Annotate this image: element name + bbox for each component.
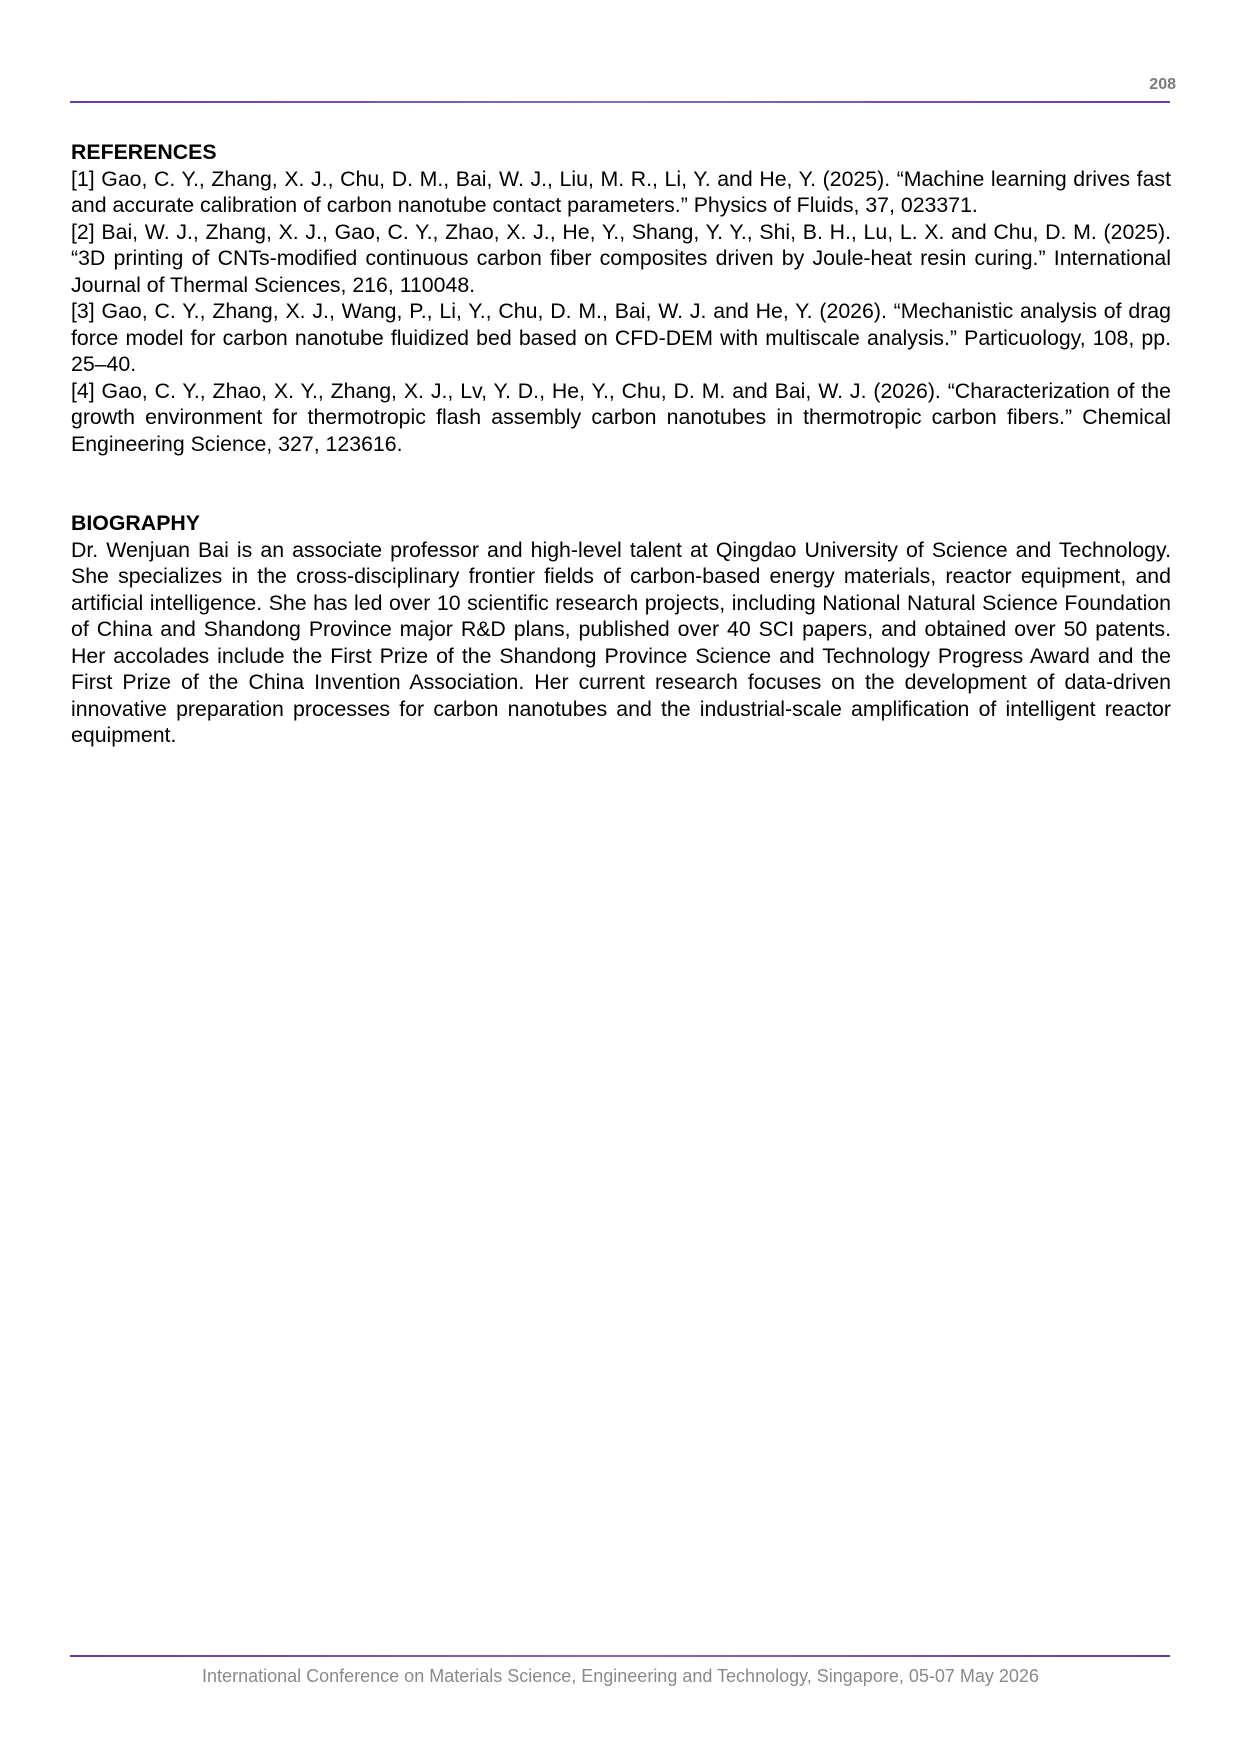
biography-text: Dr. Wenjuan Bai is an associate professor and high-level talent at Qingdao University of Science and Technology. She specializes in the cross-disciplinary frontier fields of carbon-based energy materials, reactor equipment, and artificial intelligence. She has led over 10 scientific research projects, including National Natural Science Foundation of China and Shandong Province major R&D plans, published over 40 SCI papers, and obtained over 50 patents. Her accolades include the First Prize of the Shandong Province Science and Technology Progress Award and the First Prize of the China Invention Association. Her current research focuses on the development of data-driven innovative preparation processes for carbon nanotubes and the industrial-scale amplification of intelligent reactor equipment. bbox=[71, 537, 1171, 747]
reference-item-4: [4] Gao, C. Y., Zhao, X. Y., Zhang, X. J., Lv, Y. D., He, Y., Chu, D. M. and Bai, W. J. (2026). “Characterization of the growth environment for thermotropic flash assembly carbon nanotubes in thermotropic carbon fibers.” Chemical Engineering Science, 327, 123616. bbox=[71, 378, 1171, 456]
references-heading: REFERENCES bbox=[71, 140, 217, 164]
reference-item-2: [2] Bai, W. J., Zhang, X. J., Gao, C. Y., Zhao, X. J., He, Y., Shang, Y. Y., Shi, B. H., Lu, L. X. and Chu, D. M. (2025). “3D printing of CNTs-modified continuous carbon fiber composites driven by Joule-heat resin curing.” International Journal of Thermal Sciences, 216, 110048. bbox=[71, 219, 1171, 297]
footer-divider bbox=[70, 1655, 1170, 1657]
page-number: 208 bbox=[1149, 76, 1176, 93]
page-content bbox=[71, 139, 1171, 749]
reference-item-1: [1] Gao, C. Y., Zhang, X. J., Chu, D. M., Bai, W. J., Liu, M. R., Li, Y. and He, Y. (2025). “Machine learning drives fast and accurate calibration of carbon nanotube contact parameters.” Physics of Fluids, 37, 023371. bbox=[71, 166, 1171, 217]
section-spacer bbox=[71, 457, 1171, 510]
biography-heading: BIOGRAPHY bbox=[71, 511, 200, 535]
header-divider bbox=[70, 101, 1170, 103]
reference-item-3: [3] Gao, C. Y., Zhang, X. J., Wang, P., Li, Y., Chu, D. M., Bai, W. J. and He, Y. (2026). “Mechanistic analysis of drag force model for carbon nanotube fluidized bed based on CFD-DEM with multiscale analysis.” Particuology, 108, pp. 25–40. bbox=[71, 299, 1171, 376]
footer-text: International Conference on Materials Science, Engineering and Technology, Singapore, 05-07 May 2026 bbox=[202, 1666, 1039, 1686]
